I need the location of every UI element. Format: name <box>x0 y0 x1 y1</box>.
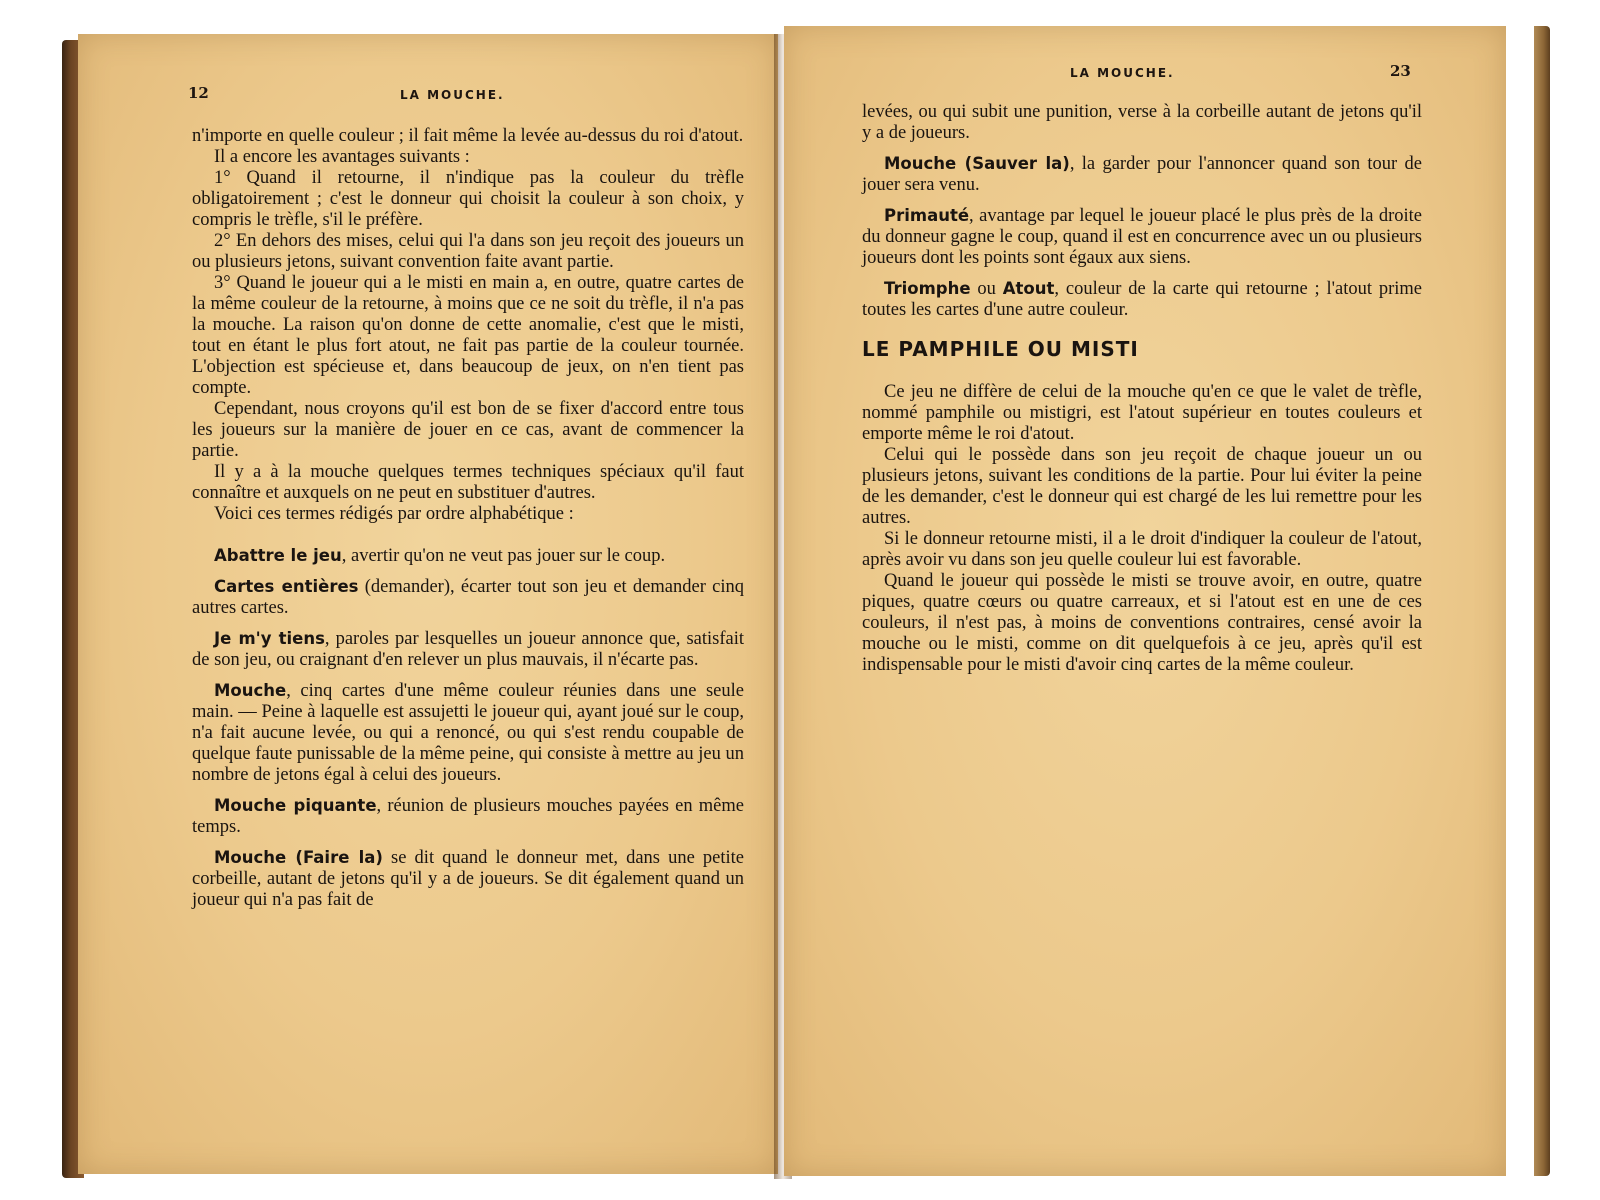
definition-entry <box>862 205 1422 269</box>
definition-text: , la garder pour l'annoncer quand son tour de jouer sera venu. <box>862 154 1422 195</box>
paragraph: n'importe en quelle couleur ; il fait même la levée au-dessus du roi d'atout. <box>192 126 744 146</box>
section-title: LE PAMPHILE OU MISTI <box>862 337 1139 361</box>
definition-text: , cinq cartes d'une même couleur réunies dans une seule main. — Peine à laquelle est assujetti le joueur qui, ayant joué sur le coup, n'a fait aucune levée, ou qui a renoncé, ou qui s'est rendu coupable de quelque faute punissable de la même peine, qui consiste à mettre au jeu un nombre de jetons égal à celui des joueurs. <box>192 681 744 785</box>
definition-text: , avertir qu'on ne veut pas jouer sur le coup. <box>341 546 666 566</box>
paragraph: 3° Quand le joueur qui a le misti en main a, en outre, quatre cartes de la même couleur de la retourne, à moins que ce ne soit du trèfle, il n'a pas la mouche. La raison qu'on donne de cette anomalie, c'est que le misti, tout en étant le plus fort atout, ne fait pas partie de la couleur tournée. L'objection est spécieuse et, dans beaucoup de jeux, on n'en tient pas compte. <box>192 273 744 398</box>
definition-term: Mouche (Faire la) <box>214 848 383 867</box>
definition-text: se dit quand le donneur met, dans une petite corbeille, autant de jetons qu'il y a de joueurs. Se dit également quand un joueur qui n'a pas fait de <box>192 848 744 910</box>
left-page-text <box>192 126 744 920</box>
left-page-number: 12 <box>188 84 209 102</box>
paragraph: Celui qui le possède dans son jeu reçoit de chaque joueur un ou plusieurs jetons, suivant les conditions de la partie. Pour lui éviter la peine de les demander, c'est le donneur qui est chargé de les lui remettre pour les autres. <box>862 445 1422 528</box>
definition-entry <box>192 847 744 911</box>
paragraph: Quand le joueur qui possède le misti se trouve avoir, en outre, quatre piques, quatre cœurs ou quatre carreaux, et si l'atout est en une de ces couleurs, il n'est pas, à moins de conventions contraires, censé avoir la mouche ou le misti, comme on dit quelquefois à ce jeu, après qu'il est indispensable pour le misti d'avoir cinq cartes de la même couleur. <box>862 571 1422 675</box>
definition-term: Mouche <box>214 681 287 700</box>
definition-text: ou <box>970 279 1003 299</box>
paragraph: Voici ces termes rédigés par ordre alphabétique : <box>214 504 574 524</box>
definition-term: Je m'y tiens <box>214 629 325 648</box>
definition-text: , couleur de la carte qui retourne ; l'atout prime toutes les cartes d'une autre couleur. <box>862 279 1423 320</box>
paragraph: 1° Quand il retourne, il n'indique pas la couleur du trèfle obligatoirement ; c'est le donneur qui choisit la couleur à son choix, y compris le trèfle, s'il le préfère. <box>192 168 744 230</box>
definition-entry <box>192 545 744 567</box>
left-page <box>78 34 778 1174</box>
paragraph: Il a encore les avantages suivants : <box>214 147 470 167</box>
right-page <box>784 26 1506 1176</box>
definition-term: Mouche (Sauver la) <box>884 154 1070 173</box>
definition-term: Mouche piquante <box>214 796 377 815</box>
definition-term: Triomphe <box>884 279 971 298</box>
definition-text: , avantage par lequel le joueur placé le plus près de la droite du donneur gagne le coup, quand il est en concurrence avec un ou plusieurs joueurs dont les points sont égaux aux siens. <box>862 206 1422 268</box>
definition-term: Abattre le jeu <box>214 546 342 565</box>
left-running-head: LA MOUCHE. <box>400 88 505 102</box>
paragraph: Ce jeu ne diffère de celui de la mouche qu'en ce que le valet de trèfle, nommé pamphile ou mistigri, est l'atout supérieur en toutes couleurs et emporte même le roi d'atout. <box>862 382 1422 444</box>
definition-entry <box>192 795 744 838</box>
definition-text: , réunion de plusieurs mouches payées en même temps. <box>192 796 744 837</box>
book-edge-right <box>1534 26 1550 1176</box>
definition-text: , paroles par lesquelles un joueur annonce que, satisfait de son jeu, ou craignant d'en relever un plus mauvais, il n'écarte pas. <box>192 629 744 670</box>
definition-term: Cartes entières <box>214 577 359 596</box>
definition-term: Atout <box>1002 279 1055 298</box>
definition-text: (demander), écarter tout son jeu et demander cinq autres cartes. <box>192 577 744 618</box>
paragraph: Cependant, nous croyons qu'il est bon de se fixer d'accord entre tous les joueurs sur la manière de jouer en ce cas, avant de commencer la partie. <box>192 399 744 461</box>
definition-entry <box>862 153 1422 196</box>
definition-term: Primauté <box>884 206 970 225</box>
right-page-number: 23 <box>1390 62 1411 80</box>
paragraph: Il y a à la mouche quelques termes techniques spéciaux qu'il faut connaître et auxquels on ne peut en substituer d'autres. <box>192 462 744 503</box>
definition-entry <box>862 278 1422 321</box>
right-running-head: LA MOUCHE. <box>1070 66 1175 80</box>
open-book <box>62 26 1550 1184</box>
definition-entry <box>192 680 744 786</box>
paragraph: levées, ou qui subit une punition, verse à la corbeille autant de jetons qu'il y a de joueurs. <box>862 102 1422 143</box>
right-page-text <box>862 102 1422 676</box>
definition-entry <box>192 628 744 671</box>
paragraph: Si le donneur retourne misti, il a le droit d'indiquer la couleur de l'atout, après avoir vu dans son jeu quelle couleur lui est favorable. <box>862 529 1422 570</box>
paragraph: 2° En dehors des mises, celui qui l'a dans son jeu reçoit des joueurs un ou plusieurs jetons, suivant convention faite avant partie. <box>192 231 744 272</box>
definition-entry <box>192 576 744 619</box>
